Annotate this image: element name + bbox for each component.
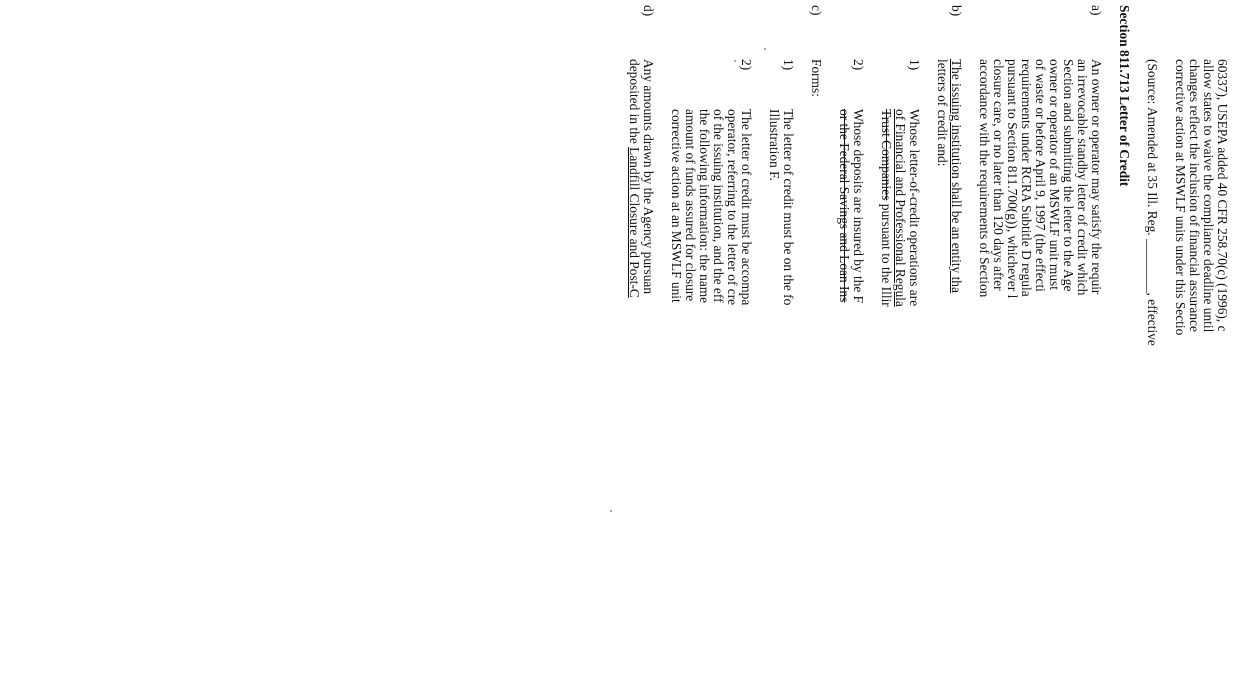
- text-line-1186: the following information: the name: [697, 109, 712, 304]
- fund-name-text: Landfill Closure and Post-C: [627, 147, 642, 298]
- text-line-1173-rest: pursuant to the Illir: [879, 200, 894, 307]
- section-heading: Section 811.713 Letter of Credit: [1117, 5, 1132, 187]
- text-line-1181: Illustration F.: [767, 109, 782, 181]
- issuing-institution-text: The issuing institution shall be an entity tha: [949, 59, 964, 293]
- text-line-1173: [878, 109, 894, 307]
- text-line-1178: Forms:: [809, 59, 824, 97]
- text-line-1188: corrective action at an MSWLF unit: [669, 109, 684, 303]
- scan-speck: [764, 48, 766, 50]
- source-note: (Source: Amended at 35 Ill. Reg. ________, effective: [1145, 59, 1160, 346]
- text-line-1166: accordance with the requirements of Section: [977, 59, 992, 298]
- text-line-1185: of the issuing institution, and the eff: [711, 109, 726, 303]
- rotated-document-page: [620, 0, 1238, 700]
- text-line-1176: or the Federal Savings and Loan Ins: [837, 109, 852, 303]
- document-body: [620, 0, 1238, 700]
- text-line-1184: operator, referring to the letter of cre: [725, 109, 740, 306]
- subsection-marker-d: d): [641, 5, 656, 17]
- text-line-1159: an irrevocable standby letter of credit which: [1075, 59, 1090, 296]
- item-marker-b1: 1): [907, 59, 922, 71]
- scan-speck: [610, 510, 612, 512]
- text-line-1171: Whose letter-of-credit operations are: [907, 109, 922, 307]
- text-line-1150: allow states to waive the compliance deadline until: [1201, 59, 1216, 333]
- text-line-1172: of Financial and Professional Regula: [893, 109, 908, 307]
- text-line-1162: of waste or before April 9, 1997 (the effecti: [1033, 59, 1048, 292]
- subsection-marker-a: a): [1089, 5, 1104, 16]
- scan-speck: [734, 60, 736, 62]
- text-line-1152: corrective action at MSWLF units under this Sectio: [1173, 59, 1188, 336]
- text-line-1175: Whose deposits are insured by the F: [851, 109, 866, 304]
- text-line-1187: amount of funds assured for closure: [683, 109, 698, 302]
- text-line-1164: pursuant to Section 811.700(g)), whichever l: [1005, 59, 1020, 299]
- text-line-1163: requirements under RCRA Subtitle D regula: [1019, 59, 1034, 297]
- text-line-1190: Any amounts drawn by the Agency pursuan: [641, 59, 656, 295]
- text-line-1151: changes reflect the inclusion of financial assurance: [1187, 59, 1202, 332]
- item-marker-c2: 2): [739, 59, 754, 71]
- item-marker-b2: 2): [851, 59, 866, 71]
- text-line-1149: 60337), USEPA added 40 CFR 258.70(c) (1996), c: [1215, 59, 1230, 332]
- text-line-1169: letters of credit and:: [935, 59, 950, 167]
- text-line-1168: [948, 59, 964, 293]
- text-line-1180: The letter of credit must be on the fo: [781, 109, 796, 306]
- text-line-1161: owner or operator of an MSWLF unit must: [1047, 59, 1062, 290]
- text-line-1158: An owner or operator may satisfy the requir: [1089, 59, 1104, 295]
- text-line-1165: closure care, or no later than 120 days after: [991, 59, 1006, 291]
- text-line-1191-start: deposited in the: [627, 59, 642, 148]
- text-line-1191: [626, 59, 642, 298]
- struck-trust-companies: Trust Companies: [879, 109, 894, 201]
- text-line-1183: The letter of credit must be accompa: [739, 109, 754, 306]
- text-line-1160: Section and submitting the letter to the Age: [1061, 59, 1076, 292]
- item-marker-c1: 1): [781, 59, 796, 71]
- subsection-marker-c: c): [809, 5, 824, 16]
- subsection-marker-b: b): [949, 5, 964, 17]
